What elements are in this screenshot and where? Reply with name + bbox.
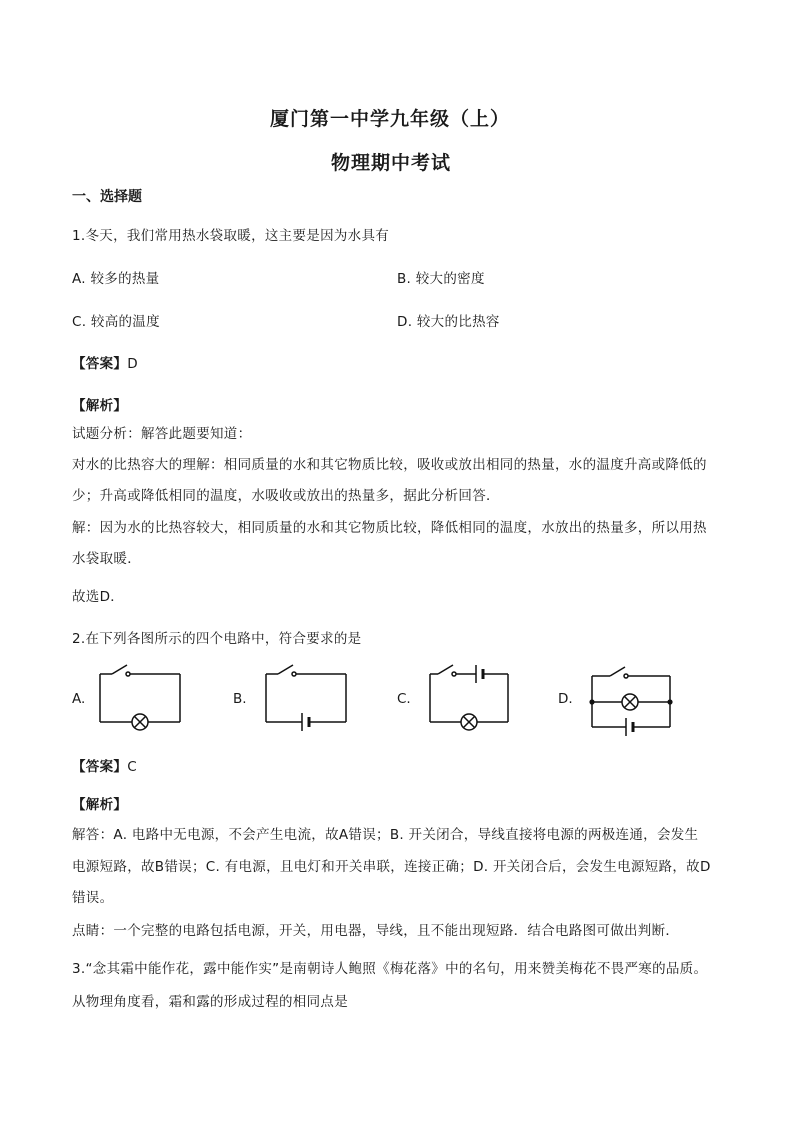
q1-answer-line <box>72 352 138 372</box>
analysis-label: 【解析】 <box>72 797 128 813</box>
q1-option-b: B. 较大的密度 <box>397 271 485 287</box>
circuit-b-diagram <box>258 660 358 735</box>
q1-analysis-line-2: 对水的比热容大的理解：相同质量的水和其它物质比较，吸收或放出相同的热量，水的温度升高或降低的 <box>72 457 707 473</box>
answer-label: 【答案】 <box>72 356 128 372</box>
circuit-a-label: A. <box>72 691 86 707</box>
q2-analysis-line-3: 错误。 <box>72 890 114 906</box>
circuit-c-label: C. <box>397 691 411 707</box>
q2-answer-line <box>72 755 137 775</box>
circuit-b-label: B. <box>233 691 247 707</box>
circuit-d-label: D. <box>558 691 573 707</box>
q3-stem-line-2: 从物理角度看，霜和露的形成过程的相同点是 <box>72 994 348 1010</box>
section-heading: 一、选择题 <box>72 189 142 205</box>
q1-stem: 1.冬天，我们常用热水袋取暖，这主要是因为水具有 <box>72 228 390 244</box>
q2-analysis-line-1: 解答：A. 电路中无电源，不会产生电流，故A错误；B. 开关闭合，导线直接将电源的两极连通，会发生 <box>72 827 699 843</box>
q1-analysis-line-5: 水袋取暖． <box>72 551 141 567</box>
q2-stem: 2.在下列各图所示的四个电路中，符合要求的是 <box>72 631 362 647</box>
page-title: 厦门第一中学九年级（上） <box>270 108 511 130</box>
q1-option-a: A. 较多的热量 <box>72 271 160 287</box>
circuit-d-diagram <box>582 660 682 738</box>
q1-option-d: D. 较大的比热容 <box>397 314 500 330</box>
answer-value: C <box>127 759 137 775</box>
q1-analysis-line-4: 解：因为水的比热容较大，相同质量的水和其它物质比较，降低相同的温度，水放出的热量多，所以用热 <box>72 520 707 536</box>
q2-analysis-line-2: 电源短路，故B错误；C. 有电源，且电灯和开关串联，连接正确；D. 开关闭合后，会发生电源短路，故D <box>72 859 711 875</box>
analysis-label: 【解析】 <box>72 398 128 414</box>
q1-analysis-line-1: 试题分析：解答此题要知道： <box>72 426 252 442</box>
q3-stem-line-1: 3.“念其霜中能作花，露中能作实”是南朝诗人鲍照《梅花落》中的名句，用来赞美梅花不畏严寒的品质。 <box>72 961 708 977</box>
q2-analysis-line-4: 点睛：一个完整的电路包括电源，开关，用电器，导线，且不能出现短路．结合电路图可做出判断． <box>72 923 680 939</box>
circuit-a-diagram <box>92 660 192 735</box>
page-subtitle: 物理期中考试 <box>331 152 452 174</box>
circuit-c-diagram <box>422 660 522 735</box>
q1-option-c: C. 较高的温度 <box>72 314 160 330</box>
answer-label: 【答案】 <box>72 759 128 775</box>
q1-analysis-line-6: 故选D． <box>72 589 125 605</box>
answer-value: D <box>127 356 138 372</box>
q1-analysis-line-3: 少；升高或降低相同的温度，水吸收或放出的热量多，据此分析回答． <box>72 488 500 504</box>
